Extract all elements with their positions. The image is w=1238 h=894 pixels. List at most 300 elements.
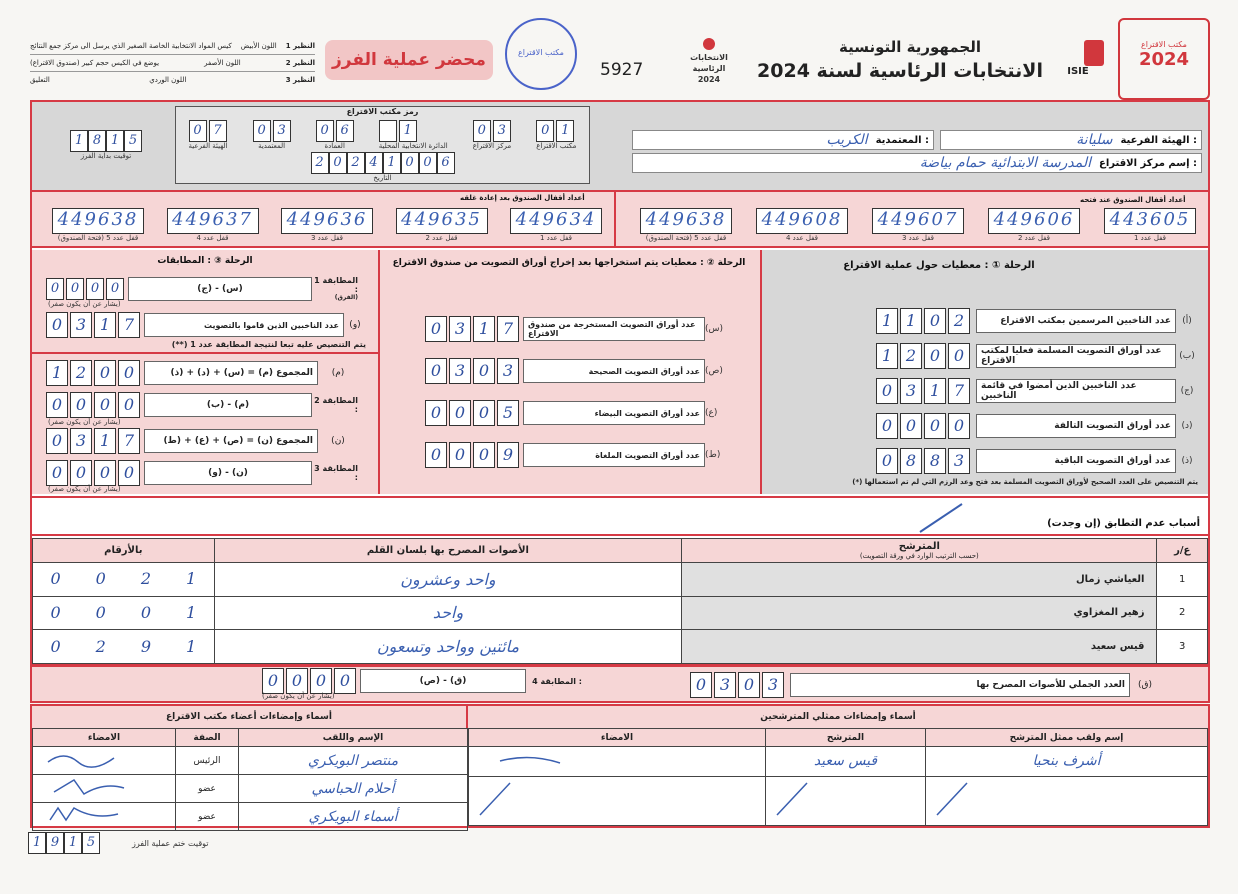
tunisia-flag-icon [1084,40,1104,66]
code-label: الدائرة الانتخابية المحلية [378,142,448,150]
sum-n-label: المجموع (ن) = (ص) + (ع) + (ط) [144,429,318,453]
date-label: التاريخ [373,174,392,182]
delegation-label: المعتمدية : [875,134,929,146]
delegation-field [632,130,934,150]
digit: 3 [948,448,970,474]
match2-row [46,392,358,418]
opening-lock [756,208,848,242]
row-code: (ذ) [1181,456,1193,466]
closing-lock [510,208,602,242]
dist-dest-2: يوضع في الكيس حجم كبير (صندوق الاقتراع) [30,59,160,67]
code-digit: 0 [189,120,207,142]
match4-label: المطابقة 4 : [532,676,582,686]
digit: 0 [425,442,447,468]
center-label: إسم مركز الاقتراع : [1099,157,1197,169]
members-table [32,728,468,826]
logo-text: الانتخابات الرئاسية 2024 [690,53,728,84]
digit: 3 [497,358,519,384]
lock-value: 449638 [52,208,144,234]
digit: 2 [140,569,152,589]
row-code: (ج) [1180,386,1194,396]
member-name: أحلام الحباسي [239,775,468,803]
digit: 2 [900,343,922,369]
digit: 3 [70,312,92,338]
match2-note: (يشار عن أن يكون صفر) [48,418,121,426]
digit: 1 [46,360,68,386]
code-digit: 0 [253,120,271,142]
digit: 1 [186,636,197,656]
member-role: عضو [176,803,239,831]
members-title-bar: أسماء وإمضاءات أعضاء مكتب الاقتراع [32,706,468,728]
digit: 0 [948,343,970,369]
stage1-rows [780,308,1198,474]
lock-label: قفل عدد 2 [1017,234,1051,242]
digit: 3 [900,378,922,404]
closing-locks [52,208,602,242]
digit: 3 [70,428,92,454]
code-imada [316,120,354,150]
delegation-value: الكريب [826,132,868,148]
form-number: 5927 [600,60,644,80]
result-candidate: زهير المغزاوي [682,596,1157,630]
digit: 1 [94,312,116,338]
digit: 0 [46,460,68,486]
reps-table [468,728,1208,826]
digit: 7 [497,316,519,342]
member-row [33,803,468,831]
digit: 0 [94,392,116,418]
member-role: الرئيس [176,747,239,775]
time-digit: 8 [88,130,106,152]
num-header: ع/ر [1157,539,1208,563]
digit: 0 [50,636,61,656]
opening-locks [640,208,1196,242]
dist-dest-3: التعليق [30,76,50,84]
digit: 0 [473,400,495,426]
stage2-row [425,442,725,468]
date-digit: 2 [347,152,365,174]
match3-note: (يشار عن أن يكون صفر) [48,485,121,493]
stage2-row [425,400,725,426]
start-time [70,130,142,160]
start-time-label: توقيت بداية الفرز [80,152,132,160]
stage3-title: الرحلة ③ : المطابقات [157,256,253,266]
dist-dest-1: كيس المواد الانتخابية الخاصة الصغير الذي يرسل الى مركز جمع النتائج [30,42,232,50]
match1-label: المطابقة 1 : [314,276,358,294]
digit: 0 [118,360,140,386]
digit: 0 [70,392,92,418]
reps-name-header: إسم ولقب ممثل المترشح [925,729,1207,747]
digit: 0 [86,278,104,300]
time-digit: 1 [64,832,82,854]
row-code: (ص) [705,366,723,376]
signature-mark [34,804,134,826]
distribution-table [30,38,315,86]
row-label: عدد أوراق التصويت الملغاة [523,443,705,467]
rep-candidate-empty [765,776,925,825]
digit: 1 [94,428,116,454]
strike-mark [767,779,827,819]
code-digit: 1 [556,120,574,142]
digit: 0 [140,602,152,622]
time-digit: 1 [106,130,124,152]
digit: 7 [118,312,140,338]
sum-n-code: (ن) [331,436,345,446]
digit: 2 [948,308,970,334]
lock-label: قفل عدد 3 [310,234,344,242]
opening-lock [872,208,964,242]
match3-formula: (و) - (ن) [144,461,312,485]
digit: 0 [46,278,64,300]
result-digits [33,630,215,664]
stage1-row [780,448,1198,474]
match3-row [46,460,358,486]
mismatch-row [32,496,1208,536]
rep-row [469,747,1208,777]
lock-value: 449607 [872,208,964,234]
code-group [175,106,590,184]
mismatch-strike [912,500,972,536]
mismatch-label: أسباب عدم التطابق (إن وجدت) [1047,518,1200,529]
time-digit: 1 [70,130,88,152]
code-digit: 3 [273,120,291,142]
result-num: 3 [1157,630,1208,664]
digit: 0 [50,569,61,589]
digits-header: بالأرقام [33,539,215,563]
dist-label-2: النظير 2 [285,59,315,67]
digit: 0 [286,668,308,694]
lock-label: قفل عدد 2 [425,234,458,242]
code-label: مركز الاقتراع [472,142,512,150]
result-words: واحد [214,596,681,630]
total-code: (ق) [1137,680,1152,690]
locks-divider [614,190,616,248]
digit: 2 [70,360,92,386]
end-time-label: توقيت ختم عملية الفرز [132,838,209,848]
stage2-row [425,316,725,342]
isie-label: ISIE [1067,66,1089,77]
lock-value: 449608 [756,208,848,234]
digit: 1 [186,569,197,589]
result-words: مائتين وواحد وتسعون [214,630,681,664]
results-table [32,538,1208,664]
digit: 7 [948,378,970,404]
rep-name: أشرف بنحيا [925,747,1207,777]
sum-n-row [46,428,358,454]
header [0,0,1238,100]
date-field [176,152,589,174]
digit: 5 [497,400,519,426]
digit: 0 [94,460,116,486]
lock-label: قفل عدد 4 [196,234,229,242]
result-words: واحد وعشرون [214,563,681,597]
row-label: عدد أوراق التصويت التالفة [976,414,1176,438]
lock-value: 449637 [167,208,259,234]
digit: 3 [714,672,736,698]
digit: 2 [95,636,106,656]
red-stamp-text: مكتب الاقتراع [1141,40,1187,49]
member-name: منتصر البويكري [239,747,468,775]
match1-sub: (الفرق) [334,294,358,301]
date-digit: 4 [365,152,383,174]
lock-value: 449636 [281,208,373,234]
match1-formula: (ج) - (س) [128,277,312,301]
voted-code: (و) [349,320,361,330]
digit: 0 [118,460,140,486]
digit: 0 [690,672,712,698]
opening-lock [640,208,732,242]
member-row [33,747,468,775]
row-code: (أ) [1182,316,1192,326]
row-code: (ط) [705,450,721,460]
red-stamp [1118,18,1210,100]
row-code: (ع) [705,408,718,418]
digit: 0 [334,668,356,694]
row-label: عدد أوراق التصويت الباقية [976,449,1176,473]
members-sign-header: الامضاء [33,729,176,747]
reps-title-bar: أسماء وإمضاءات ممثلي المترشحين [468,706,1208,728]
digit: 0 [50,602,61,622]
candidate-header-label: المترشح [898,541,940,552]
stage2-row [425,358,725,384]
flag-icon [703,38,715,50]
code-label: المعتمدية [258,142,286,150]
voted-row [46,312,366,338]
row-label: عدد أوراق التصويت المسلمة فعليا لمكتب الاقتراع [976,344,1176,368]
member-row [33,775,468,803]
election-logo [683,38,735,94]
lock-value: 443605 [1104,208,1196,234]
digit: 7 [118,428,140,454]
dist-label-3: النظير 3 [285,76,315,84]
rep-sign [469,747,766,777]
member-name: أسماء البويكري [239,803,468,831]
row-label: عدد أوراق التصويت البيضاء [523,401,705,425]
end-time [28,832,209,854]
digit: 0 [876,378,898,404]
time-digit: 9 [46,832,64,854]
regional-authority-value: سليانة [1076,132,1113,148]
opening-lock [988,208,1080,242]
closing-lock [167,208,259,242]
match2-label: المطابقة 2 : [314,396,358,414]
digit: 3 [449,316,471,342]
code-polling-office [536,120,576,150]
rep-sign-empty [469,776,766,825]
lock-value: 449635 [396,208,488,234]
strike-mark [470,779,530,819]
rep-candidate: قيس سعيد [765,747,925,777]
digit: 0 [118,392,140,418]
digit: 1 [924,378,946,404]
digit: 0 [924,308,946,334]
date-digit: 0 [329,152,347,174]
date-digit: 0 [419,152,437,174]
result-row [33,563,1208,597]
code-digit: 6 [336,120,354,142]
digit: 0 [738,672,760,698]
date-digit: 0 [401,152,419,174]
row-code: (ب) [1179,351,1195,361]
date-digit: 6 [437,152,455,174]
digit: 0 [46,428,68,454]
republic-title: الجمهورية التونسية [839,38,981,56]
match4-row [262,668,582,694]
total-votes [690,672,1190,698]
member-sign [33,747,176,775]
digit: 0 [106,278,124,300]
row-label: عدد الناخبين المرسمين بمكتب الاقتراع [976,309,1176,333]
row-label: عدد أوراق التصويت الصحيحة [523,359,705,383]
row-code: (د) [1181,421,1193,431]
digit: 0 [449,442,471,468]
row-label: عدد الناخبين الذين أمضوا في قائمة الناخبين [976,379,1176,403]
digit: 0 [876,413,898,439]
match4-formula: (ص) - (ق) [360,669,526,693]
digit: 1 [876,308,898,334]
member-role: عضو [176,775,239,803]
stage2-rows [425,316,725,468]
code-digit: 3 [493,120,511,142]
lock-value: 449638 [640,208,732,234]
rep-name-empty [925,776,1207,825]
lock-label: قفل عدد 5 (فتحة الصندوق) [645,234,727,242]
digit: 8 [900,448,922,474]
dist-color-3: اللون الوردي [149,76,187,84]
digit: 0 [70,460,92,486]
code-label: الهيئة الفرعية [188,142,228,150]
total-label: العدد الجملي للأصوات المصرح بها [790,673,1130,697]
signature-mark [470,749,590,771]
opening-locks-title: أعداد أقفال الصندوق عند فتحه [1080,196,1186,204]
sum-m-code: (م) [331,368,345,378]
match2-formula: (ب) - (م) [144,393,312,417]
lock-label: قفل عدد 1 [539,234,573,242]
row-code: (س) [705,324,724,334]
digit: 0 [473,358,495,384]
result-candidate: قيس سعيد [682,630,1157,664]
dist-color-1: اللون الأبيض [240,42,277,50]
dist-color-2: اللون الأصفر [204,59,241,67]
digit: 0 [95,569,106,589]
code-digit: 7 [209,120,227,142]
members-name-header: الإسم واللقب [239,729,468,747]
result-num: 2 [1157,596,1208,630]
stage1-row [780,413,1198,439]
regional-authority-field [940,130,1202,150]
digit: 0 [310,668,332,694]
match1-row [46,276,358,301]
digit: 8 [924,448,946,474]
closing-locks-title: أعداد أقفال الصندوق بعد إعادة غلقه [460,194,585,202]
digit: 0 [425,358,447,384]
candidate-header-sub: (حسب الترتيب الوارد في ورقة التصويت) [859,552,979,560]
stage1-title: الرحلة ① : معطيات حول عملية الاقتراع [843,260,1035,271]
match1-label-box [312,276,358,301]
reps-candidate-header: المترشح [765,729,925,747]
digit: 9 [140,636,152,656]
lock-label: قفل عدد 3 [901,234,935,242]
isie-logo [1048,40,1108,90]
sum-m-label: المجموع (م) = (س) + (د) + (ذ) [144,361,318,385]
stage3-divider [32,352,378,354]
election-title: الانتخابات الرئاسية لسنة 2024 [757,60,1043,82]
dist-label-1: النظير 1 [285,42,315,50]
digit: 0 [876,448,898,474]
opening-lock [1104,208,1196,242]
code-label: العمادة [324,142,345,150]
code-group-title: رمز مكتب الاقتراع [346,107,419,116]
digit: 1 [900,308,922,334]
digit: 1 [473,316,495,342]
lock-label: قفل عدد 5 (فتحة الصندوق) [57,234,139,242]
match4-note: (يشار عن أن يكون صفر) [262,692,335,700]
center-value: المدرسة الابتدائية حمام بياضة [919,155,1092,171]
members-role-header: الصفة [176,729,239,747]
stage1-row [780,343,1198,369]
digit: 0 [900,413,922,439]
result-digits [33,596,215,630]
code-local-district [379,120,448,150]
match1-note: (يشار عن أن يكون صفر) [48,300,121,308]
member-sign [33,803,176,831]
code-digit: 0 [473,120,491,142]
stage2-title: الرحلة ② : معطيات يتم استخراجها بعد إخراج أوراق التصويت من صندوق الاقتراع [392,258,746,268]
signature-mark [34,776,134,798]
result-row [33,596,1208,630]
digit: 3 [762,672,784,698]
digit: 0 [425,316,447,342]
result-num: 1 [1157,563,1208,597]
result-row [33,630,1208,664]
digit: 0 [425,400,447,426]
lock-label: قفل عدد 1 [1133,234,1167,242]
digit: 0 [449,400,471,426]
digit: 1 [876,343,898,369]
digit: 3 [449,358,471,384]
digit: 0 [948,413,970,439]
code-delegation [253,120,291,150]
digit: 0 [46,312,68,338]
code-regional [189,120,228,150]
form-title: محضر عملية الفرز [325,40,493,80]
signature-mark [34,748,134,770]
code-digit: 1 [399,120,417,142]
digit: 0 [473,442,495,468]
code-digit [379,120,397,142]
voted-label: عدد الناخبين الذين قاموا بالتصويت [144,313,344,337]
digit: 0 [66,278,84,300]
digit: 0 [94,360,116,386]
center-field [632,153,1202,173]
blue-stamp: مكتب الاقتراع [505,18,577,90]
digit: 0 [262,668,284,694]
date-digit: 2 [311,152,329,174]
lock-label: قفل عدد 4 [785,234,819,242]
lock-value: 449634 [510,208,602,234]
signatures-area [30,704,1210,828]
date-digit: 1 [383,152,401,174]
digit: 9 [497,442,519,468]
stage1-row [780,308,1198,334]
closing-lock [281,208,373,242]
closing-lock [52,208,144,242]
sum-m-row [46,360,358,386]
red-stamp-year: 2024 [1138,49,1190,70]
candidate-header [682,539,1157,563]
closing-lock [396,208,488,242]
stage1-row [780,378,1198,404]
